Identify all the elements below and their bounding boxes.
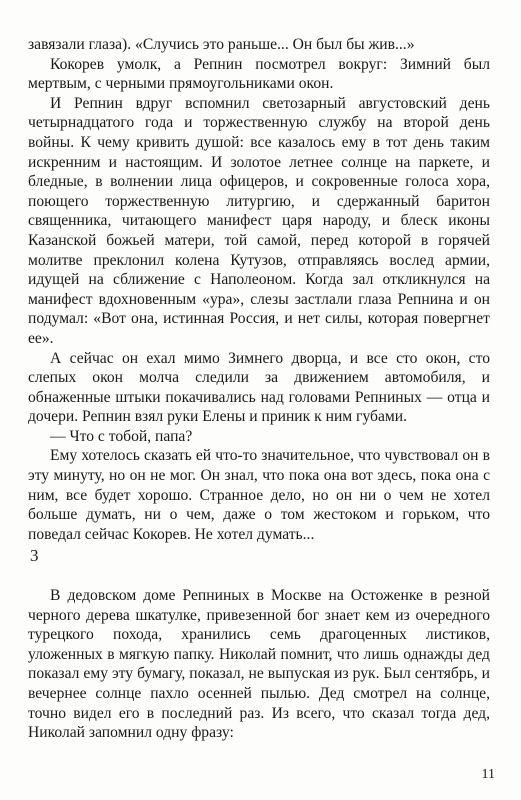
paragraph: А сейчас он ехал мимо Зимнего дворца, и все сто окон, сто слепых окон молча следили за движением автомобиля, и обнаженные штыки покачивались над головами Репниных — отца и дочери. Репнин взял руки Елены и приник к ним губами. bbox=[28, 349, 490, 426]
paragraph: И Репнин вдруг вспомнил светозарный августовский день четырнадцатого года и торжественную службу на второй день войны. К чему кривить душой: все казалось ему в тот день таким искренним и настоящим. И золотое летнее солнце на паркете, и бледные, в волнении лица офицеров, и сокровенные голоса хора, поющего торжественную литургию, и сдержанный баритон священника, читающего манифест царя народу, и блеск иконы Казанской божьей матери, той самой, перед которой в горячей молитве преклонил колена Кутузов, отправляясь вослед армии, идущей на сближение с Наполеоном. Когда зал откликнулся на манифест вдохновенным «ура», слезы застлали глаза Репнина и он подумал: «Вот она, истинная Россия, и нет силы, которая повергнет ее». bbox=[28, 94, 490, 347]
page-number: 11 bbox=[481, 767, 495, 782]
dialogue-line: — Что с тобой, папа? bbox=[50, 427, 193, 445]
section-body-text bbox=[28, 586, 490, 743]
paragraph: Ему хотелось сказать ей что-то значительное, что чувствовал он в эту минуту, но он не мог. Он знал, что пока она вот здесь, пока она с ним, все будет хорошо. Странное дело, но он ни о чем не хотел больше думать, ни о чем, даже о том жестоком и горьком, что поведал сейчас Кокорев. Не хотел думать... bbox=[28, 447, 490, 543]
paragraph: В дедовском доме Репниных в Москве на Остоженке в резной черного дерева шкатулке, привезенной бог знает кем из очередного турецкого похода, хранились семь драгоценных листиков, уложенных в мягкую папку. Николай помнит, что лишь однажды дед показал ему эту бумагу, показал, не выпуская из рук. Был сентябрь, и вечернее солнце пахло осенней пылью. Дед смотрел на солнце, точно видел его в последний раз. Из всего, что сказал тогда дед, Николай запомнил одну фразу: bbox=[28, 587, 490, 742]
page-body-text bbox=[28, 35, 490, 544]
paragraph-continuation: завязали глаза). «Случись это раньше... Он был бы жив...» bbox=[28, 36, 415, 53]
chapter-section-number: 3 bbox=[30, 546, 39, 565]
paragraph: Кокорев умолк, а Репнин посмотрел вокруг: Зимний был мертвым, с черными прямоугольниками окон. bbox=[28, 55, 490, 93]
